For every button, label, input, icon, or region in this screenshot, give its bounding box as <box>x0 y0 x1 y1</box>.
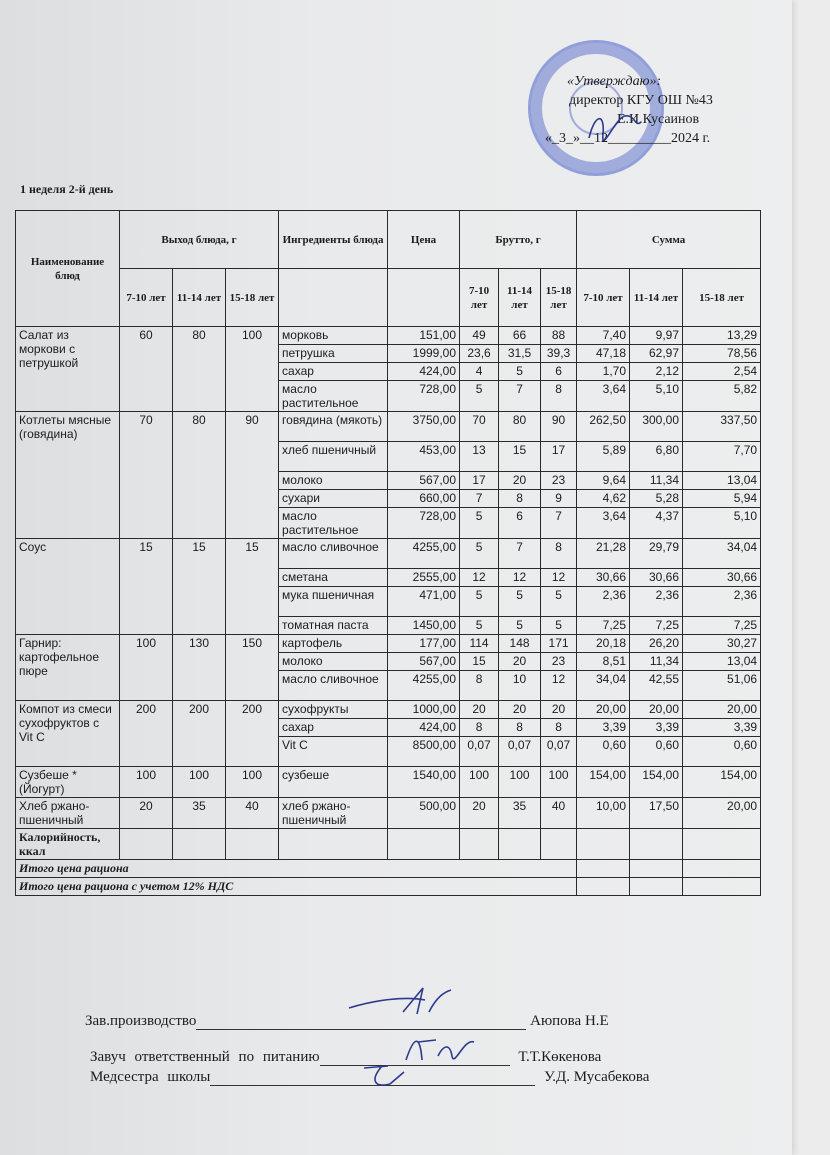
ingredient-price: 567,00 <box>388 472 460 490</box>
approval-position: директор КГУ ОШ №43 <box>569 93 713 108</box>
approval-name: Е.И.Кусаинов <box>617 112 700 127</box>
dish-yield: 100 <box>226 327 279 412</box>
ingredient-sum: 0,60 <box>683 737 761 767</box>
ingredient-sum: 7,25 <box>630 617 683 635</box>
ingredient-sum: 0,60 <box>577 737 630 767</box>
header-gross: Брутто, г <box>460 211 577 269</box>
dish-name: Салат из моркови с петрушкой <box>16 327 120 412</box>
ingredient-gross: 80 <box>499 412 541 442</box>
ingredient-price: 1999,00 <box>388 345 460 363</box>
ingredient-sum: 78,56 <box>683 345 761 363</box>
ingredient-name: сахар <box>279 719 388 737</box>
ingredient-gross: 7 <box>541 508 577 539</box>
ingredient-gross: 23 <box>541 653 577 671</box>
dish-name: Гарнир: картофельное пюре <box>16 635 120 701</box>
dish-yield: 35 <box>173 798 226 829</box>
ingredient-name: картофель <box>279 635 388 653</box>
ingredient-name: масло растительное <box>279 508 388 539</box>
ingredient-sum: 7,25 <box>683 617 761 635</box>
ingredient-name: масло сливочное <box>279 671 388 701</box>
ingredient-sum: 5,10 <box>683 508 761 539</box>
ingredient-sum: 21,28 <box>577 539 630 569</box>
ingredient-sum: 34,04 <box>577 671 630 701</box>
ingredient-gross: 8 <box>460 719 499 737</box>
ingredient-gross: 66 <box>499 327 541 345</box>
ingredient-gross: 0,07 <box>499 737 541 767</box>
table-row <box>16 327 761 345</box>
ingredient-sum: 30,66 <box>683 569 761 587</box>
table-row <box>16 412 761 442</box>
approval-date: «_3_»__12_________2024 г. <box>545 131 711 146</box>
ingredient-gross: 8 <box>541 381 577 412</box>
header-ingredients: Ингредиенты блюда <box>279 211 388 269</box>
ingredient-gross: 20 <box>499 653 541 671</box>
dish-yield: 100 <box>120 767 173 798</box>
ingredient-gross: 7 <box>499 381 541 412</box>
ingredient-sum: 11,34 <box>630 653 683 671</box>
ingredient-gross: 23,6 <box>460 345 499 363</box>
ingredient-name: масло растительное <box>279 381 388 412</box>
ingredient-name: петрушка <box>279 345 388 363</box>
ingredient-sum: 4,37 <box>630 508 683 539</box>
ingredient-sum: 5,89 <box>577 442 630 472</box>
ingredient-sum: 2,36 <box>630 587 683 617</box>
ingredient-gross: 15 <box>460 653 499 671</box>
ingredient-sum: 47,18 <box>577 345 630 363</box>
ingredient-gross: 9 <box>541 490 577 508</box>
calorie-label: Калорийность, ккал <box>16 829 120 860</box>
ingredient-name: томатная паста <box>279 617 388 635</box>
ingredient-sum: 30,27 <box>683 635 761 653</box>
ingredient-sum: 20,00 <box>683 701 761 719</box>
header-yield: Выход блюда, г <box>120 211 279 269</box>
ingredient-gross: 15 <box>499 442 541 472</box>
ingredient-gross: 20 <box>499 472 541 490</box>
ingredient-name: говядина (мякоть) <box>279 412 388 442</box>
header-gross-age1: 7-10 лет <box>460 269 499 327</box>
ingredient-gross: 20 <box>460 798 499 829</box>
ingredient-gross: 12 <box>499 569 541 587</box>
dish-yield: 60 <box>120 327 173 412</box>
ingredient-price: 728,00 <box>388 508 460 539</box>
ingredient-sum: 20,00 <box>630 701 683 719</box>
nurse-signature <box>360 1058 410 1092</box>
signature-name: Аюпова Н.Е <box>530 1013 609 1029</box>
ingredient-sum: 300,00 <box>630 412 683 442</box>
ingredient-gross: 5 <box>460 508 499 539</box>
week-day-label: 1 неделя 2-й день <box>20 182 114 196</box>
header-yield-age2: 11-14 лет <box>173 269 226 327</box>
table-row <box>16 635 761 653</box>
ingredient-sum: 5,28 <box>630 490 683 508</box>
ingredient-gross: 100 <box>541 767 577 798</box>
ingredient-gross: 17 <box>460 472 499 490</box>
ingredient-gross: 6 <box>499 508 541 539</box>
ingredient-gross: 31,5 <box>499 345 541 363</box>
table-row <box>16 798 761 829</box>
dish-yield: 130 <box>173 635 226 701</box>
ingredient-gross: 20 <box>541 701 577 719</box>
ingredient-sum: 13,29 <box>683 327 761 345</box>
approval-title: «Утверждаю»: <box>567 74 662 89</box>
ingredient-sum: 7,70 <box>683 442 761 472</box>
ingredient-sum: 6,80 <box>630 442 683 472</box>
ingredient-gross: 8 <box>460 671 499 701</box>
ingredient-sum: 26,20 <box>630 635 683 653</box>
menu-table-body <box>16 327 761 829</box>
ingredient-gross: 90 <box>541 412 577 442</box>
dish-yield: 100 <box>120 635 173 701</box>
ingredient-gross: 5 <box>460 617 499 635</box>
ingredient-gross: 35 <box>499 798 541 829</box>
ingredient-price: 8500,00 <box>388 737 460 767</box>
ingredient-sum: 5,82 <box>683 381 761 412</box>
ingredient-price: 567,00 <box>388 653 460 671</box>
ingredient-gross: 10 <box>499 671 541 701</box>
ingredient-sum: 0,60 <box>630 737 683 767</box>
ingredient-gross: 7 <box>460 490 499 508</box>
dish-yield: 200 <box>120 701 173 767</box>
ingredient-price: 177,00 <box>388 635 460 653</box>
ingredient-gross: 5 <box>499 617 541 635</box>
ingredient-sum: 3,64 <box>577 508 630 539</box>
ingredient-gross: 88 <box>541 327 577 345</box>
menu-table <box>15 210 761 896</box>
ingredient-name: сахар <box>279 363 388 381</box>
total-price-label: Итого цена рациона <box>16 860 577 878</box>
ingredient-sum: 29,79 <box>630 539 683 569</box>
header-sum-age1: 7-10 лет <box>577 269 630 327</box>
header-sum: Сумма <box>577 211 761 269</box>
header-dish-name: Наименование блюд <box>16 211 120 327</box>
ingredient-sum: 9,97 <box>630 327 683 345</box>
ingredient-sum: 20,18 <box>577 635 630 653</box>
ingredient-gross: 148 <box>499 635 541 653</box>
ingredient-price: 1540,00 <box>388 767 460 798</box>
dish-name: Соус <box>16 539 120 635</box>
ingredient-price: 728,00 <box>388 381 460 412</box>
ingredient-sum: 9,64 <box>577 472 630 490</box>
dish-name: Сузбеше *(Йогурт) <box>16 767 120 798</box>
ingredient-price: 4255,00 <box>388 671 460 701</box>
ingredient-sum: 154,00 <box>683 767 761 798</box>
ingredient-gross: 8 <box>541 539 577 569</box>
ingredient-name: масло сливочное <box>279 539 388 569</box>
ingredient-price: 424,00 <box>388 719 460 737</box>
ingredient-gross: 49 <box>460 327 499 345</box>
ingredient-name: сухофрукты <box>279 701 388 719</box>
ingredient-gross: 23 <box>541 472 577 490</box>
ingredient-name: молоко <box>279 472 388 490</box>
table-row <box>16 701 761 719</box>
ingredient-gross: 0,07 <box>541 737 577 767</box>
dish-yield: 200 <box>226 701 279 767</box>
ingredient-gross: 5 <box>460 539 499 569</box>
signature-role: Зав.производство <box>85 1013 197 1029</box>
ingredient-sum: 5,94 <box>683 490 761 508</box>
ingredient-price: 4255,00 <box>388 539 460 569</box>
ingredient-sum: 262,50 <box>577 412 630 442</box>
ingredient-price: 1450,00 <box>388 617 460 635</box>
ingredient-gross: 5 <box>499 363 541 381</box>
ingredient-name: Vit C <box>279 737 388 767</box>
ingredient-name: молоко <box>279 653 388 671</box>
ingredient-sum: 20,00 <box>683 798 761 829</box>
ingredient-name: хлеб пшеничный <box>279 442 388 472</box>
ingredient-gross: 100 <box>499 767 541 798</box>
ingredient-gross: 5 <box>541 587 577 617</box>
dish-yield: 80 <box>173 327 226 412</box>
ingredient-gross: 13 <box>460 442 499 472</box>
ingredient-price: 453,00 <box>388 442 460 472</box>
ingredient-name: сухари <box>279 490 388 508</box>
ingredient-gross: 5 <box>460 587 499 617</box>
ingredient-gross: 12 <box>541 569 577 587</box>
ingredient-sum: 3,39 <box>630 719 683 737</box>
ingredient-sum: 30,66 <box>577 569 630 587</box>
dish-yield: 150 <box>226 635 279 701</box>
ingredient-name: сметана <box>279 569 388 587</box>
ingredient-sum: 154,00 <box>577 767 630 798</box>
ingredient-sum: 337,50 <box>683 412 761 442</box>
dish-yield: 100 <box>173 767 226 798</box>
total-price-vat-label: Итого цена рациона с учетом 12% НДС <box>16 878 577 896</box>
ingredient-gross: 0,07 <box>460 737 499 767</box>
ingredient-sum: 7,40 <box>577 327 630 345</box>
ingredient-gross: 70 <box>460 412 499 442</box>
ingredient-gross: 12 <box>541 671 577 701</box>
ingredient-sum: 11,34 <box>630 472 683 490</box>
ingredient-price: 471,00 <box>388 587 460 617</box>
ingredient-sum: 51,06 <box>683 671 761 701</box>
ingredient-gross: 20 <box>460 701 499 719</box>
ingredient-gross: 40 <box>541 798 577 829</box>
ingredient-sum: 4,62 <box>577 490 630 508</box>
ingredient-sum: 42,55 <box>630 671 683 701</box>
ingredient-sum: 10,00 <box>577 798 630 829</box>
ingredient-price: 1000,00 <box>388 701 460 719</box>
ingredient-sum: 62,97 <box>630 345 683 363</box>
ingredient-sum: 2,12 <box>630 363 683 381</box>
dish-yield: 80 <box>173 412 226 539</box>
dish-yield: 20 <box>120 798 173 829</box>
ingredient-price: 500,00 <box>388 798 460 829</box>
dish-yield: 15 <box>120 539 173 635</box>
ingredient-price: 151,00 <box>388 327 460 345</box>
ingredient-sum: 2,54 <box>683 363 761 381</box>
ingredient-sum: 2,36 <box>577 587 630 617</box>
ingredient-price: 3750,00 <box>388 412 460 442</box>
dish-name: Хлеб ржано-пшеничный <box>16 798 120 829</box>
ingredient-sum: 3,39 <box>683 719 761 737</box>
director-signature <box>585 108 645 148</box>
ingredient-gross: 12 <box>460 569 499 587</box>
ingredient-gross: 171 <box>541 635 577 653</box>
ingredient-sum: 30,66 <box>630 569 683 587</box>
dish-yield: 100 <box>226 767 279 798</box>
signature-name: У.Д. Мусабекова <box>544 1069 650 1085</box>
ingredient-gross: 17 <box>541 442 577 472</box>
head-teacher-signature <box>400 1030 480 1070</box>
ingredient-sum: 2,36 <box>683 587 761 617</box>
header-yield-age3: 15-18 лет <box>226 269 279 327</box>
ingredient-gross: 4 <box>460 363 499 381</box>
ingredient-price: 424,00 <box>388 363 460 381</box>
header-sum-age3: 15-18 лет <box>683 269 761 327</box>
dish-yield: 200 <box>173 701 226 767</box>
ingredient-sum: 13,04 <box>683 653 761 671</box>
signature-role: Медсестра школы <box>90 1069 211 1085</box>
dish-name: Котлеты мясные (говядина) <box>16 412 120 539</box>
ingredient-sum: 1,70 <box>577 363 630 381</box>
production-signature <box>345 982 455 1022</box>
ingredient-gross: 8 <box>499 719 541 737</box>
ingredient-gross: 100 <box>460 767 499 798</box>
ingredient-gross: 5 <box>499 587 541 617</box>
ingredient-sum: 154,00 <box>630 767 683 798</box>
ingredient-gross: 6 <box>541 363 577 381</box>
ingredient-gross: 5 <box>460 381 499 412</box>
ingredient-price: 660,00 <box>388 490 460 508</box>
dish-yield: 70 <box>120 412 173 539</box>
ingredient-gross: 8 <box>499 490 541 508</box>
header-gross-age2: 11-14 лет <box>499 269 541 327</box>
ingredient-sum: 7,25 <box>577 617 630 635</box>
ingredient-sum: 5,10 <box>630 381 683 412</box>
header-yield-age1: 7-10 лет <box>120 269 173 327</box>
ingredient-sum: 17,50 <box>630 798 683 829</box>
ingredient-sum: 8,51 <box>577 653 630 671</box>
header-sum-age2: 11-14 лет <box>630 269 683 327</box>
ingredient-gross: 7 <box>499 539 541 569</box>
ingredient-gross: 114 <box>460 635 499 653</box>
signature-row-head-teacher <box>90 1048 601 1066</box>
dish-yield: 90 <box>226 412 279 539</box>
ingredient-gross: 8 <box>541 719 577 737</box>
ingredient-sum: 3,39 <box>577 719 630 737</box>
ingredient-price: 2555,00 <box>388 569 460 587</box>
dish-name: Компот из смеси сухофруктов с Vit C <box>16 701 120 767</box>
signature-name: Т.Т.Көкенова <box>518 1049 602 1065</box>
ingredient-name: мука пшеничная <box>279 587 388 617</box>
ingredient-name: хлеб ржано-пшеничный <box>279 798 388 829</box>
ingredient-sum: 34,04 <box>683 539 761 569</box>
ingredient-sum: 13,04 <box>683 472 761 490</box>
dish-yield: 15 <box>226 539 279 635</box>
ingredient-gross: 39,3 <box>541 345 577 363</box>
ingredient-sum: 20,00 <box>577 701 630 719</box>
dish-yield: 40 <box>226 798 279 829</box>
table-row <box>16 539 761 569</box>
ingredient-sum: 3,64 <box>577 381 630 412</box>
dish-yield: 15 <box>173 539 226 635</box>
ingredient-gross: 5 <box>541 617 577 635</box>
ingredient-gross: 20 <box>499 701 541 719</box>
header-gross-age3: 15-18 лет <box>541 269 577 327</box>
header-price: Цена <box>388 211 460 269</box>
signature-role: Завуч ответственный по питанию <box>90 1049 320 1065</box>
ingredient-name: сузбеше <box>279 767 388 798</box>
ingredient-name: морковь <box>279 327 388 345</box>
table-row <box>16 767 761 798</box>
